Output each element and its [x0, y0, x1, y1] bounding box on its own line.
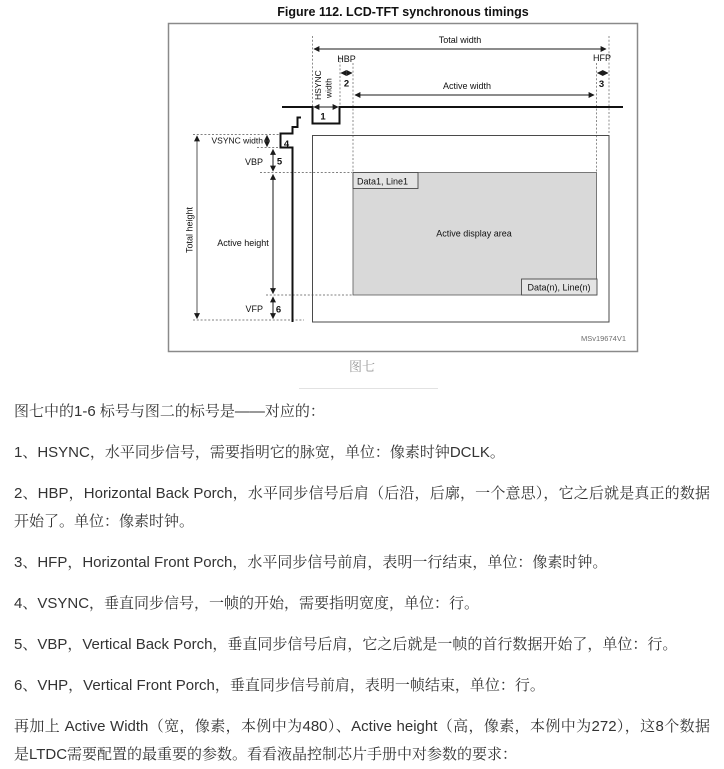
active-display-area-label: Active display area — [436, 228, 512, 239]
hfp-label: HFP — [593, 53, 611, 63]
paragraph-item-6: 6、VHP，Vertical Front Porch，垂直同步信号前肩，表明一帧结束，单位：行。 — [14, 677, 545, 694]
paragraph-item-3: 3、HFP，Horizontal Front Porch，水平同步信号前肩，表明一行结束，单位：像素时钟。 — [14, 554, 608, 571]
paragraph-item-4: 4、VSYNC，垂直同步信号，一帧的开始，需要指明宽度，单位：行。 — [14, 595, 480, 612]
paragraph-outro: 再加上 Active Width（宽，像素，本例中为480）、Active height（高，像素，本例中为272），这8个数据是LTDC需要配置的最重要的参数。看看液晶控制芯片手册中对参数的要求： — [14, 718, 710, 763]
paragraph-intro: 图七中的1-6 标号与图二的标号是——对应的： — [14, 403, 325, 420]
total-width-label: Total width — [438, 35, 482, 45]
marker-5: 5 — [276, 156, 283, 168]
figure-112-block — [0, 0, 724, 356]
active-height-label: Active height — [217, 238, 269, 248]
marker-4: 4 — [283, 139, 290, 150]
marker-2: 2 — [343, 78, 350, 90]
vsync-width-label: VSYNC width — [211, 135, 263, 146]
vfp-label: VFP — [245, 304, 263, 314]
caption-divider — [299, 388, 438, 389]
article-body — [0, 398, 724, 769]
active-width-label: Active width — [442, 81, 492, 91]
hsync-label: HSYNC — [313, 70, 323, 100]
hbp-label: HBP — [337, 54, 356, 64]
figure-title: Figure 112. LCD-TFT synchronous timings — [277, 5, 529, 19]
hsync-width-label: width — [323, 78, 334, 98]
figure-caption: 图七 — [348, 359, 375, 374]
marker-3: 3 — [598, 79, 605, 90]
marker-1: 1 — [320, 111, 326, 123]
vbp-label: VBP — [244, 157, 263, 167]
data-last-label: Data(n), Line(n) — [527, 282, 591, 293]
marker-6: 6 — [275, 304, 282, 316]
data-first-label: Data1, Line1 — [357, 176, 409, 187]
figure-watermark: MSv19674V1 — [580, 334, 626, 343]
paragraph-item-1: 1、HSYNC，水平同步信号，需要指明它的脉宽，单位：像素时钟DCLK。 — [14, 444, 505, 461]
paragraph-item-2: 2、HBP，Horizontal Back Porch，水平同步信号后肩（后沿，后廓，一个意思），它之后就是真正的数据开始了。单位：像素时钟。 — [14, 485, 710, 530]
timing-diagram — [0, 0, 724, 356]
total-height-label: Total height — [184, 206, 195, 253]
paragraph-item-5: 5、VBP，Vertical Back Porch，垂直同步信号后肩，它之后就是一帧的首行数据开始了，单位：行。 — [14, 636, 678, 653]
